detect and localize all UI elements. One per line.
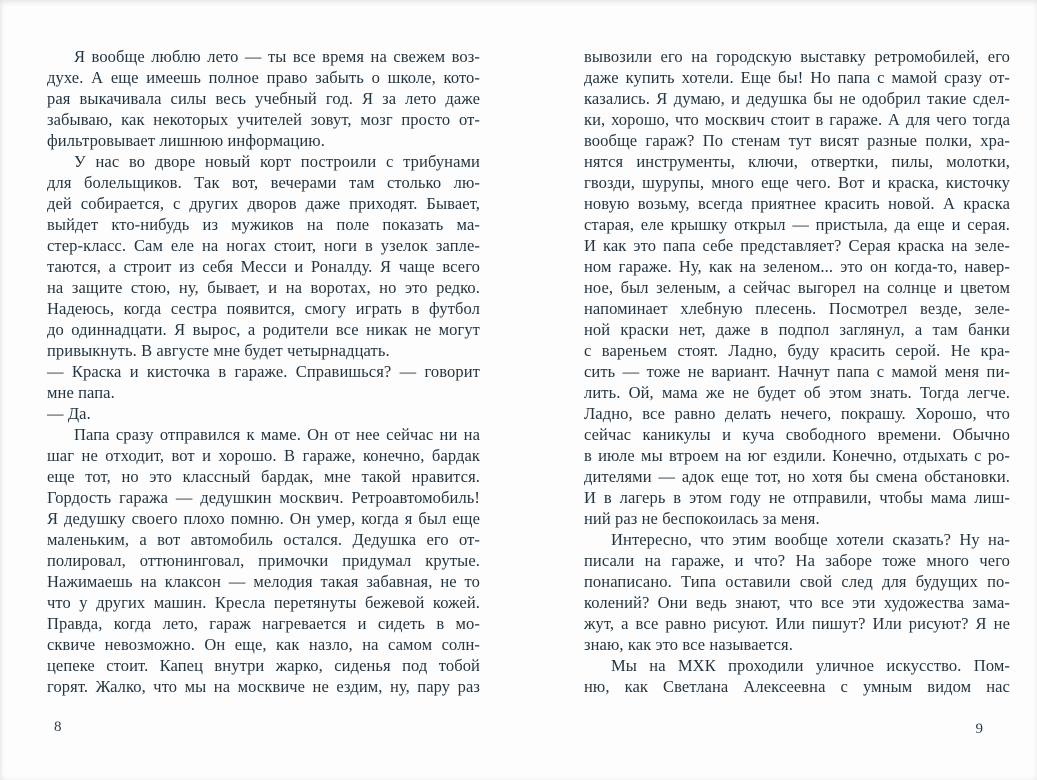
text-line: писали на гараже, и что? На заборе тоже много чего (584, 551, 1010, 570)
text-line: сить — тоже не вариант. Начнут папа с мамой меня пи- (584, 362, 1010, 381)
page-right-text-block (584, 46, 1010, 697)
text-line: с вареньем стоят. Ладно, буду красить серой. Не кра- (584, 341, 1010, 360)
text-line: полировал, оттюнинговал, примочки придумал крутые. (47, 551, 480, 570)
text-line: фильтровывает лишнюю информацию. (47, 131, 325, 150)
text-line: гвозди, шурупы, много еще чего. Вот и краска, кисточку (584, 173, 1010, 192)
text-line: вообще гараж? По стенам тут висят разные полки, хра- (584, 131, 1010, 150)
text-line: цепеке стоит. Капец внутри жарко, сиденья под тобой (47, 656, 480, 675)
page-left-text-block (47, 46, 480, 697)
text-line: мне папа. (47, 383, 115, 402)
text-line: ном гараже. Ну, как на зеленом... это он когда-то, навер- (584, 257, 1010, 276)
text-line: выйдет кто-нибудь из мужиков на поле показать ма- (47, 215, 480, 234)
text-line: новую возьму, всегда приятнее красить новой. А краска (584, 194, 1010, 213)
text-line: дей собирается, с других дворов даже приходят. Бывает, (47, 194, 480, 213)
text-line: напоминает хлебную плесень. Посмотрел везде, зеле- (584, 299, 1010, 318)
text-line: даже купить хотели. Еще бы! Но папа с мамой сразу от- (584, 68, 1010, 87)
text-line: вывозили его на городскую выставку ретромобилей, его (584, 47, 1010, 66)
text-line: горят. Жалко, что мы на москвиче не ездим, ну, пару раз (47, 677, 480, 696)
page-number-right: 9 (975, 721, 983, 737)
text-line: сейчас каникулы и куча свободного времени. Обычно (584, 425, 1010, 444)
text-line: Надеюсь, когда сестра появится, смогу играть в футбол (47, 299, 480, 318)
text-line: У нас во дворе новый корт построили с трибунами (74, 152, 480, 171)
text-line: понаписано. Типа оставили свой след для будущих по- (584, 572, 1010, 591)
text-line: ний раз не беспокоилась за меня. (584, 509, 820, 528)
text-line: Правда, когда лето, гараж нагревается и сидеть в мо- (47, 614, 480, 633)
page-right (584, 0, 1010, 780)
text-line: Нажимаешь на клаксон — мелодия такая забавная, не то (47, 572, 480, 591)
text-line: нятся инструменты, ключи, отвертки, пилы, молотки, (584, 152, 1010, 171)
page-left (47, 0, 480, 780)
text-line: еще тот, но это классный бардак, мне такой нравится. (47, 467, 480, 486)
text-line: Мы на МХК проходили уличное искусство. Пом- (611, 656, 1010, 675)
text-line: Я вообще люблю лето — ты все время на свежем воз- (74, 47, 480, 66)
text-line: Гордость гаража — дедушкин москвич. Ретроавтомобиль! (47, 488, 480, 507)
text-line: — Да. (47, 404, 91, 423)
text-line: жут, а все равно рисуют. Или пишут? Или рисуют? Я не (584, 614, 1010, 633)
text-line: сквиче невозможно. Он еще, как назло, на самом солн- (47, 635, 480, 654)
text-line: стер-класс. Сам еле на ногах стоит, ноги в узелок запле- (47, 236, 480, 255)
text-line: забываю, как некоторых учителей зовут, мозг просто от- (47, 110, 480, 129)
text-line: рая выкачивала силы весь учебный год. Я за лето даже (47, 89, 480, 108)
text-line: Я дедушку своего плохо помню. Он умер, когда я был еще (47, 509, 480, 528)
text-line: для болельщиков. Так вот, вечерами там столько лю- (47, 173, 480, 192)
text-line: Интересно, что этим вообще хотели сказать? Ну на- (611, 530, 1010, 549)
text-line: привыкнуть. В августе мне будет четырнадцать. (47, 341, 390, 360)
text-line: старая, еле крышку открыл — пристыла, да еще и серая. (584, 215, 1010, 234)
text-line: знаю, как это все называется. (584, 635, 793, 654)
text-line: маленьким, а вот автомобиль остался. Дедушка его от- (47, 530, 480, 549)
text-line: дителями — адок еще тот, но хотя бы смена обстановки. (584, 467, 1010, 486)
text-line: — Краска и кисточка в гараже. Справишься? — говорит (47, 362, 480, 381)
text-line: ки, хорошо, что москвич стоит в гараже. А для чего тогда (584, 110, 1010, 129)
text-line: до одиннадцати. Я вырос, а родители все никак не могут (47, 320, 480, 339)
text-line: казались. Я думаю, и дедушка бы не одобрил такие сдел- (584, 89, 1010, 108)
text-line: что у других машин. Кресла перетянуты бежевой кожей. (47, 593, 480, 612)
text-line: колений? Они ведь знают, что все эти художества зама- (584, 593, 1010, 612)
text-line: Ладно, все равно делать нечего, покрашу. Хорошо, что (584, 404, 1010, 423)
text-line: Папа сразу отправился к маме. Он от нее сейчас ни на (74, 425, 480, 444)
text-line: таются, а строит из себя Месси и Роналду. Я чаще всего (47, 257, 480, 276)
text-line: И в лагерь в этом году не отправили, чтобы мама лиш- (584, 488, 1010, 507)
text-line: ное, был зеленым, а сейчас выгорел на солнце и цветом (584, 278, 1010, 297)
text-line: духе. А еще имеешь полное право забыть о школе, кото- (47, 68, 480, 87)
text-line: ню, как Светлана Алексеевна с умным видом нас (584, 677, 1010, 696)
text-line: в июле мы втроем на юг ездили. Конечно, отдыхать с ро- (584, 446, 1010, 465)
text-line: лить. Ой, мама же не будет об этом знать. Тогда легче. (584, 383, 1010, 402)
text-line: И как это папа себе представляет? Серая краска на зеле- (584, 236, 1010, 255)
text-line: ной краски нет, даже в подпол заглянул, а там банки (584, 320, 1010, 339)
text-line: на защите стою, ну, бывает, и на воротах, но это редко. (47, 278, 480, 297)
page-number-left: 8 (54, 719, 62, 735)
text-line: шаг не отходит, вот и хорошо. В гараже, конечно, бардак (47, 446, 480, 465)
